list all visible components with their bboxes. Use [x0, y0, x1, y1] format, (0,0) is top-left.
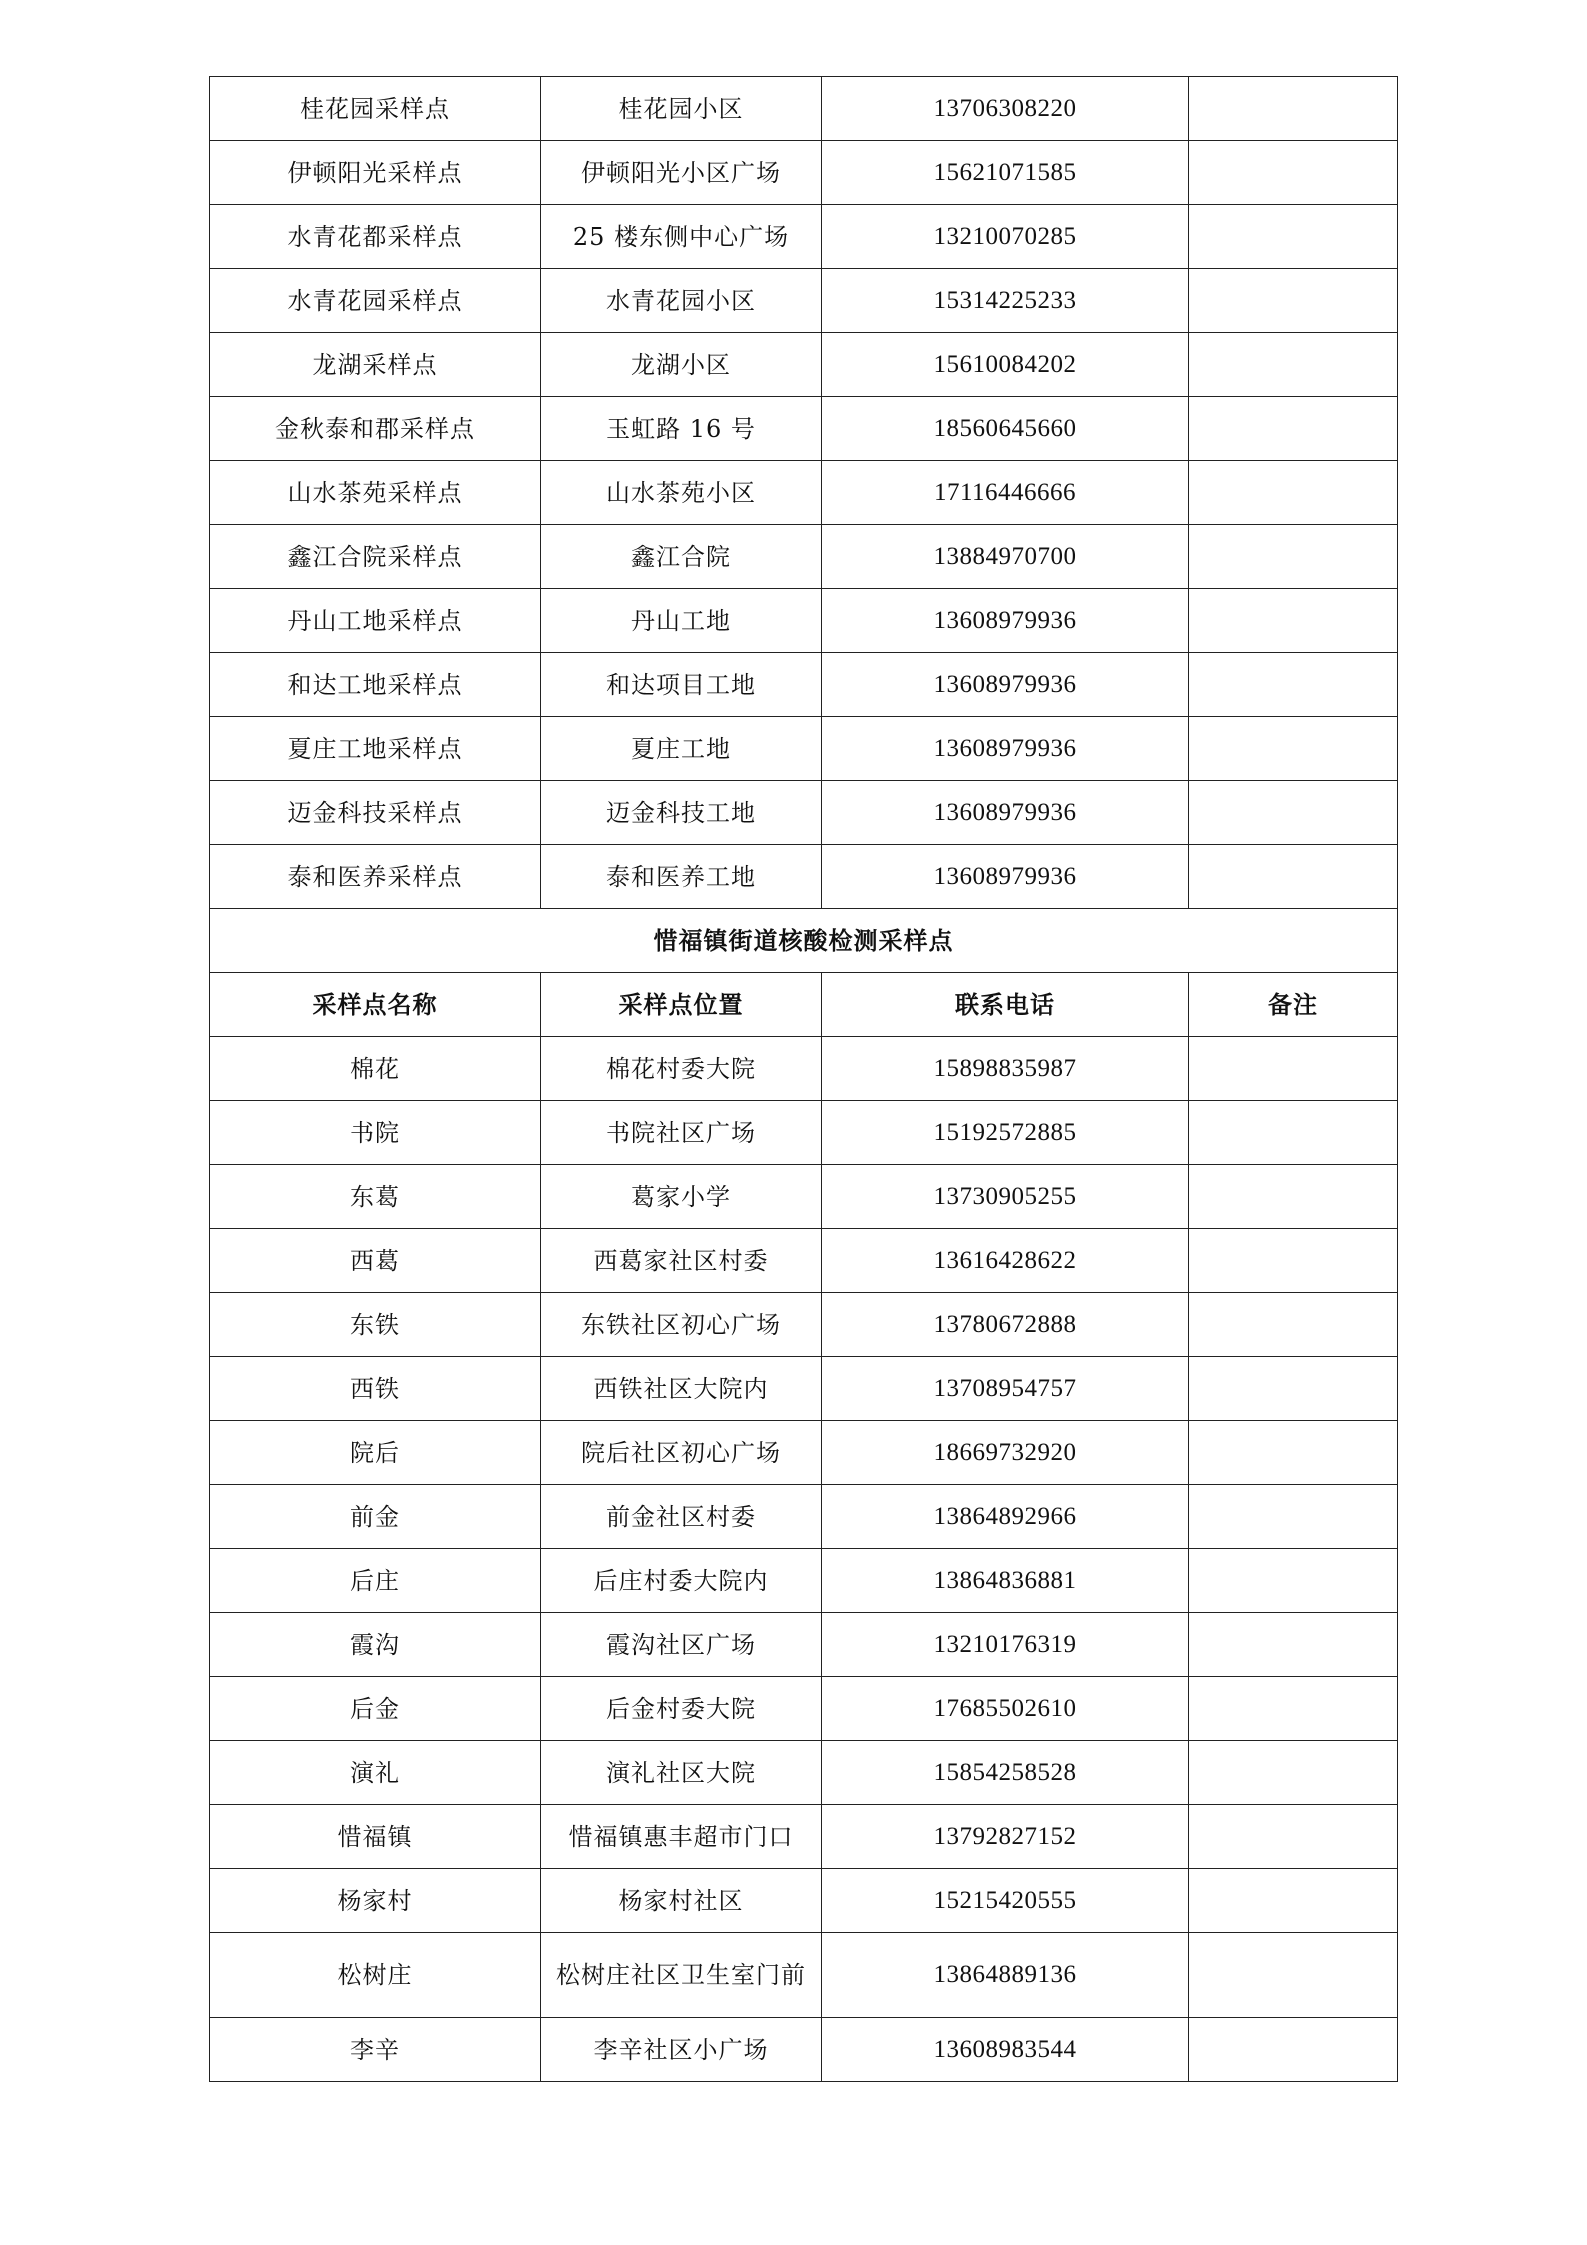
table-row [210, 269, 1398, 333]
table-row [210, 1933, 1398, 2018]
sampling-point-location: 棉花村委大院 [541, 1037, 822, 1101]
note-cell [1189, 333, 1398, 397]
contact-phone: 13616428622 [822, 1229, 1189, 1293]
table-row [210, 1677, 1398, 1741]
sampling-point-location: 东铁社区初心广场 [541, 1293, 822, 1357]
note-cell [1189, 2018, 1398, 2082]
table-row [210, 589, 1398, 653]
sampling-point-name: 书院 [210, 1101, 541, 1165]
contact-phone: 13864836881 [822, 1549, 1189, 1613]
sampling-point-location: 李辛社区小广场 [541, 2018, 822, 2082]
sampling-point-name: 夏庄工地采样点 [210, 717, 541, 781]
contact-phone: 17685502610 [822, 1677, 1189, 1741]
sampling-point-location: 伊顿阳光小区广场 [541, 141, 822, 205]
sampling-point-location: 演礼社区大院 [541, 1741, 822, 1805]
table-row [210, 1741, 1398, 1805]
sampling-point-name: 龙湖采样点 [210, 333, 541, 397]
sampling-point-name: 院后 [210, 1421, 541, 1485]
section-title: 惜福镇街道核酸检测采样点 [210, 909, 1398, 973]
table-row [210, 141, 1398, 205]
sampling-point-location: 龙湖小区 [541, 333, 822, 397]
table-row [210, 205, 1398, 269]
contact-phone: 13792827152 [822, 1805, 1189, 1869]
sampling-point-location: 水青花园小区 [541, 269, 822, 333]
sampling-point-location: 后庄村委大院内 [541, 1549, 822, 1613]
sampling-points-table [209, 76, 1398, 2082]
sampling-point-name: 松树庄 [210, 1933, 541, 2018]
contact-phone: 15215420555 [822, 1869, 1189, 1933]
note-cell [1189, 717, 1398, 781]
sampling-point-name: 山水茶苑采样点 [210, 461, 541, 525]
table-row [210, 1165, 1398, 1229]
sampling-point-location: 西葛家社区村委 [541, 1229, 822, 1293]
table-row [210, 781, 1398, 845]
sampling-point-location: 桂花园小区 [541, 77, 822, 141]
sampling-point-name: 前金 [210, 1485, 541, 1549]
note-cell [1189, 1229, 1398, 1293]
note-cell [1189, 397, 1398, 461]
sampling-point-name: 丹山工地采样点 [210, 589, 541, 653]
contact-phone: 13708954757 [822, 1357, 1189, 1421]
note-cell [1189, 141, 1398, 205]
table-row [210, 333, 1398, 397]
sampling-point-name: 李辛 [210, 2018, 541, 2082]
sampling-point-location: 书院社区广场 [541, 1101, 822, 1165]
note-cell [1189, 1293, 1398, 1357]
sampling-point-name: 棉花 [210, 1037, 541, 1101]
contact-phone: 15621071585 [822, 141, 1189, 205]
sampling-point-location: 后金村委大院 [541, 1677, 822, 1741]
sampling-point-location: 松树庄社区卫生室门前 [541, 1933, 822, 2018]
sampling-point-location: 杨家村社区 [541, 1869, 822, 1933]
table-row [210, 1357, 1398, 1421]
sampling-point-name: 伊顿阳光采样点 [210, 141, 541, 205]
table-row [210, 1805, 1398, 1869]
sampling-point-name: 东葛 [210, 1165, 541, 1229]
xifu-section [210, 909, 1398, 2082]
table-row [210, 1869, 1398, 1933]
note-cell [1189, 1101, 1398, 1165]
contact-phone: 15898835987 [822, 1037, 1189, 1101]
contact-phone: 13884970700 [822, 525, 1189, 589]
upper-section [210, 77, 1398, 909]
sampling-point-name: 西葛 [210, 1229, 541, 1293]
table-row [210, 525, 1398, 589]
table-row [210, 1421, 1398, 1485]
note-cell [1189, 1805, 1398, 1869]
contact-phone: 15610084202 [822, 333, 1189, 397]
sampling-point-name: 迈金科技采样点 [210, 781, 541, 845]
sampling-point-name: 泰和医养采样点 [210, 845, 541, 909]
note-cell [1189, 1613, 1398, 1677]
sampling-point-location: 玉虹路 16 号 [541, 397, 822, 461]
contact-phone: 13608979936 [822, 589, 1189, 653]
sampling-point-location: 25 楼东侧中心广场 [541, 205, 822, 269]
note-cell [1189, 77, 1398, 141]
column-header-location: 采样点位置 [541, 973, 822, 1037]
contact-phone: 13864892966 [822, 1485, 1189, 1549]
sampling-point-location: 西铁社区大院内 [541, 1357, 822, 1421]
note-cell [1189, 1549, 1398, 1613]
sampling-point-location: 迈金科技工地 [541, 781, 822, 845]
contact-phone: 18560645660 [822, 397, 1189, 461]
table-row [210, 461, 1398, 525]
sampling-point-name: 水青花园采样点 [210, 269, 541, 333]
sampling-point-name: 演礼 [210, 1741, 541, 1805]
sampling-point-name: 后金 [210, 1677, 541, 1741]
contact-phone: 13780672888 [822, 1293, 1189, 1357]
sampling-point-location: 霞沟社区广场 [541, 1613, 822, 1677]
table-row [210, 1293, 1398, 1357]
header-row [210, 973, 1398, 1037]
table-row [210, 397, 1398, 461]
table-row [210, 77, 1398, 141]
note-cell [1189, 589, 1398, 653]
sampling-point-location: 葛家小学 [541, 1165, 822, 1229]
contact-phone: 15314225233 [822, 269, 1189, 333]
sampling-point-location: 院后社区初心广场 [541, 1421, 822, 1485]
contact-phone: 13864889136 [822, 1933, 1189, 2018]
table-row [210, 1485, 1398, 1549]
sampling-point-location: 夏庄工地 [541, 717, 822, 781]
sampling-point-location: 泰和医养工地 [541, 845, 822, 909]
note-cell [1189, 269, 1398, 333]
contact-phone: 13730905255 [822, 1165, 1189, 1229]
sampling-point-location: 丹山工地 [541, 589, 822, 653]
note-cell [1189, 781, 1398, 845]
note-cell [1189, 205, 1398, 269]
sampling-point-name: 水青花都采样点 [210, 205, 541, 269]
sampling-point-name: 鑫江合院采样点 [210, 525, 541, 589]
contact-phone: 13608983544 [822, 2018, 1189, 2082]
note-cell [1189, 1165, 1398, 1229]
contact-phone: 15854258528 [822, 1741, 1189, 1805]
sampling-point-name: 后庄 [210, 1549, 541, 1613]
table-row [210, 1613, 1398, 1677]
note-cell [1189, 525, 1398, 589]
contact-phone: 13608979936 [822, 717, 1189, 781]
table-row [210, 1037, 1398, 1101]
note-cell [1189, 1741, 1398, 1805]
sampling-point-name: 和达工地采样点 [210, 653, 541, 717]
contact-phone: 15192572885 [822, 1101, 1189, 1165]
sampling-point-name: 惜福镇 [210, 1805, 541, 1869]
table-row [210, 1549, 1398, 1613]
column-header-phone: 联系电话 [822, 973, 1189, 1037]
sampling-point-location: 惜福镇惠丰超市门口 [541, 1805, 822, 1869]
sampling-point-location: 和达项目工地 [541, 653, 822, 717]
sampling-point-location: 鑫江合院 [541, 525, 822, 589]
note-cell [1189, 1677, 1398, 1741]
contact-phone: 13608979936 [822, 781, 1189, 845]
table-row [210, 845, 1398, 909]
table-row [210, 653, 1398, 717]
contact-phone: 13608979936 [822, 845, 1189, 909]
sampling-point-name: 霞沟 [210, 1613, 541, 1677]
contact-phone: 13210176319 [822, 1613, 1189, 1677]
note-cell [1189, 1037, 1398, 1101]
sampling-point-name: 东铁 [210, 1293, 541, 1357]
contact-phone: 13210070285 [822, 205, 1189, 269]
note-cell [1189, 653, 1398, 717]
section-title-row [210, 909, 1398, 973]
column-header-note: 备注 [1189, 973, 1398, 1037]
note-cell [1189, 1421, 1398, 1485]
note-cell [1189, 1869, 1398, 1933]
sampling-point-location: 山水茶苑小区 [541, 461, 822, 525]
sampling-point-name: 西铁 [210, 1357, 541, 1421]
sampling-point-name: 杨家村 [210, 1869, 541, 1933]
sampling-point-name: 桂花园采样点 [210, 77, 541, 141]
contact-phone: 18669732920 [822, 1421, 1189, 1485]
note-cell [1189, 1485, 1398, 1549]
table-row [210, 717, 1398, 781]
table-row [210, 1229, 1398, 1293]
column-header-name: 采样点名称 [210, 973, 541, 1037]
table-row [210, 1101, 1398, 1165]
note-cell [1189, 1357, 1398, 1421]
note-cell [1189, 845, 1398, 909]
contact-phone: 17116446666 [822, 461, 1189, 525]
table-row [210, 2018, 1398, 2082]
sampling-point-name: 金秋泰和郡采样点 [210, 397, 541, 461]
contact-phone: 13608979936 [822, 653, 1189, 717]
note-cell [1189, 461, 1398, 525]
sampling-point-location: 前金社区村委 [541, 1485, 822, 1549]
contact-phone: 13706308220 [822, 77, 1189, 141]
note-cell [1189, 1933, 1398, 2018]
